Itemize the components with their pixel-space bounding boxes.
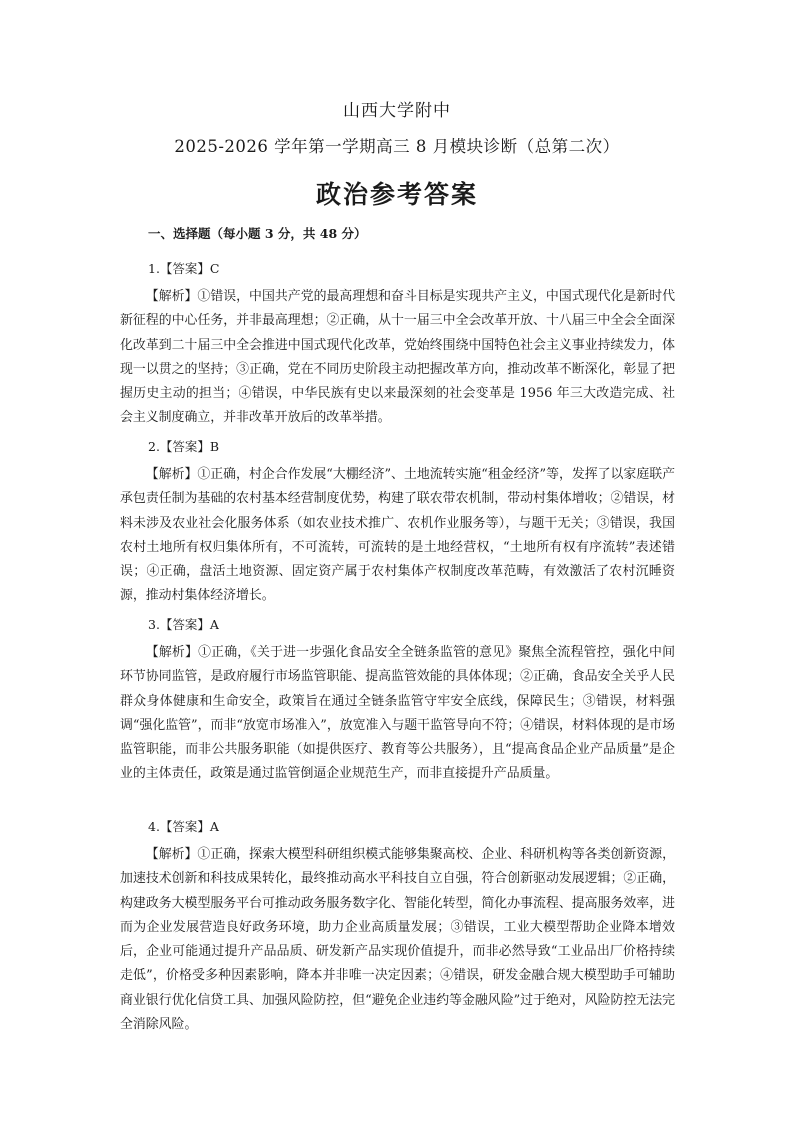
analysis-paragraph-2: 【解析】①正确，村企合作发展“大棚经济”、土地流转实施“租金经济”等，发挥了以家庭联产承包责任制为基础的农村基本经营制度优势，构建了联农带农机制，带动村集体增收；②错误，材料未涉及农业社会化服务体系（如农业技术推广、农机作业服务等），与题干无关；③错误，我国农村土地所有权归集体所有，不可流转，可流转的是土地经营权，“土地所有权有序流转”表述错误；④正确，盘活土地资源、固定资产属于农村集体产权制度改革范畴，有效激活了农村沉睡资源，推动村集体经济增长。 — [120, 467, 675, 604]
analysis-paragraph-4: 【解析】①正确，探索大模型科研组织模式能够集聚高校、企业、科研机构等各类创新资源，加速技术创新和科技成果转化，最终推动高水平科技自立自强，符合创新驱动发展逻辑；②正确，构建政务大模型服务平台可推动政务服务数字化、智能化转型，简化办事流程、提高服务效率，进而为企业发展营造良好政务环境，助力企业高质量发展；③错误，工业大模型帮助企业降本增效后，企业可能通过提升产品品质、研发新产品实现价值提升，而非必然导致“工业品出厂价格持续走低”，价格受多种因素影响，降本并非唯一决定因素；④错误，研发金融合规大模型助手可辅助商业银行优化信贷工具、加强风险防控，但“避免企业违约等金融风险”过于绝对，风险防控无法完全消除风险。 — [120, 847, 675, 1033]
answer-line-2: 2.【答案】B — [148, 439, 220, 454]
school-name: 山西大学附中 — [343, 101, 451, 121]
answer-line-3: 3.【答案】A — [148, 617, 219, 632]
answer-line-4: 4.【答案】A — [148, 819, 219, 834]
answer-line-1: 1.【答案】C — [148, 261, 220, 276]
analysis-paragraph-1: 【解析】①错误，中国共产党的最高理想和奋斗目标是实现共产主义，中国式现代化是新时代新征程的中心任务，并非最高理想；②正确，从十一届三中全会改革开放、十八届三中全会全面深化改革到二十届三中全会推进中国式现代化改革，党始终围绕中国特色社会主义事业持续发力，体现一以贯之的坚持；③正确，党在不同历史阶段主动把握改革方向，推动改革不断深化，彰显了把握历史主动的担当；④错误，中华民族有史以来最深刻的社会变革是 1956 年三大改造完成、社会主义制度确立，并非改革开放后的改革举措。 — [120, 289, 675, 426]
exam-title: 2025-2026 学年第一学期高三 8 月模块诊断（总第二次） — [174, 137, 620, 156]
analysis-paragraph-3: 【解析】①正确，《关于进一步强化食品安全全链条监管的意见》聚焦全流程管控，强化中间环节协同监管，是政府履行市场监管职能、提高监管效能的具体体现；②正确，食品安全关乎人民群众身体健康和生命安全，政策旨在通过全链条监管守牢安全底线，保障民生；③错误，材料强调“强化监管”，而非“放宽市场准入”，放宽准入与题干监管导向不符；④错误，材料体现的是市场监管职能，而非公共服务职能（如提供医疗、教育等公共服务），且“提高食品企业产品质量”是企业的主体责任，政策是通过监管倒逼企业规范生产，而非直接提升产品质量。 — [120, 645, 675, 782]
section-heading: 一、选择题（每小题 3 分，共 48 分） — [148, 226, 367, 241]
page-title: 政治参考答案 — [315, 180, 478, 209]
